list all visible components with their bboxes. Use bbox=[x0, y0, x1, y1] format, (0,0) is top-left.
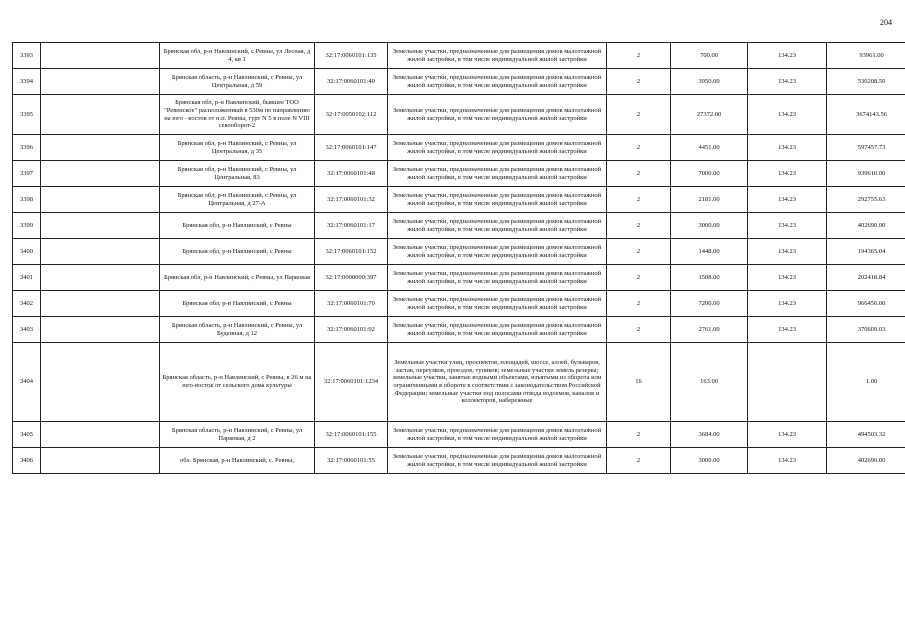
blank-cell bbox=[41, 317, 160, 343]
area-cell: 1448.00 bbox=[671, 239, 748, 265]
blank-cell bbox=[41, 69, 160, 95]
cadastral-number-cell: 32:17:0050102:112 bbox=[315, 95, 388, 135]
land-use-cell: Земельные участки, предназначенные для размещения домов малоэтажной жилой застройки, в том числе индивидуальной жилой застройки bbox=[388, 213, 607, 239]
address-cell: Брянская обл, р-н Навлинский, с Ревны bbox=[160, 239, 315, 265]
cadastral-value-cell: 530208.50 bbox=[827, 69, 905, 95]
row-number: 3395 bbox=[13, 95, 41, 135]
table-row bbox=[13, 343, 905, 422]
specific-value-cell: 134.23 bbox=[748, 265, 827, 291]
cadastral-number-cell: 32:17:0060101:32 bbox=[315, 187, 388, 213]
table-row bbox=[13, 161, 905, 187]
area-cell: 1508.00 bbox=[671, 265, 748, 291]
cadastral-number-cell: 32:17:0060101:1234 bbox=[315, 343, 388, 422]
land-use-cell: Земельные участки, предназначенные для размещения домов малоэтажной жилой застройки, в том числе индивидуальной жилой застройки bbox=[388, 317, 607, 343]
cadastral-value-cell: 3674143.56 bbox=[827, 95, 905, 135]
cadastral-value-cell: 194365.04 bbox=[827, 239, 905, 265]
area-cell: 3950.00 bbox=[671, 69, 748, 95]
cadastral-value-table bbox=[12, 42, 905, 474]
cadastral-value-cell: 494503.32 bbox=[827, 422, 905, 448]
address-cell: Брянская обл, р-н Навлинский, с Ревны bbox=[160, 291, 315, 317]
group-code-cell: 2 bbox=[607, 213, 671, 239]
cadastral-value-cell: 93961.00 bbox=[827, 43, 905, 69]
specific-value-cell: 134.23 bbox=[748, 317, 827, 343]
table-row bbox=[13, 448, 905, 474]
blank-cell bbox=[41, 448, 160, 474]
blank-cell bbox=[41, 95, 160, 135]
land-use-cell: Земельные участки, предназначенные для размещения домов малоэтажной жилой застройки, в том числе индивидуальной жилой застройки bbox=[388, 291, 607, 317]
area-cell: 700.00 bbox=[671, 43, 748, 69]
area-cell: 4451.00 bbox=[671, 135, 748, 161]
cadastral-value-cell: 202418.84 bbox=[827, 265, 905, 291]
area-cell: 7000.00 bbox=[671, 161, 748, 187]
land-use-cell: Земельные участки, предназначенные для размещения домов малоэтажной жилой застройки, в том числе индивидуальной жилой застройки bbox=[388, 161, 607, 187]
blank-cell bbox=[41, 187, 160, 213]
cadastral-number-cell: 32:17:0060101:48 bbox=[315, 161, 388, 187]
area-cell: 3000.00 bbox=[671, 213, 748, 239]
address-cell: Брянская обл, р-н Навлинский, бывшее ТОО "Ревенское" расположенный в 530м по направлению на юго - восток от н.п. Ревны, гурт N 5 в поле N VIII севооборот-2 bbox=[160, 95, 315, 135]
row-number: 3403 bbox=[13, 317, 41, 343]
land-use-cell: Земельные участки, предназначенные для размещения домов малоэтажной жилой застройки, в том числе индивидуальной жилой застройки bbox=[388, 43, 607, 69]
blank-cell bbox=[41, 422, 160, 448]
cadastral-number-cell: 32:17:0060101:70 bbox=[315, 291, 388, 317]
specific-value-cell bbox=[748, 343, 827, 422]
table-row bbox=[13, 422, 905, 448]
land-use-cell: Земельные участки улиц, проспектов, площадей, шоссе, аллей, бульваров, застав, переулков, проездов, тупиков; земельные участки земель резерва; земельные участки, занятые водными объектами, изъятыми из оборота или ограниченными в обороте в соответствии с законодательством Российской Федерации; земельные участки под полосами отвода водоемов, каналов и коллекторов, набережные bbox=[388, 343, 607, 422]
table-row bbox=[13, 317, 905, 343]
address-cell: Брянская область, р-н Навлинский, с Ревны, в 26 м на юго-восток от сельского дома культуры bbox=[160, 343, 315, 422]
cadastral-value-cell: 1.00 bbox=[827, 343, 905, 422]
specific-value-cell: 134.23 bbox=[748, 187, 827, 213]
row-number: 3398 bbox=[13, 187, 41, 213]
table-row bbox=[13, 291, 905, 317]
cadastral-number-cell: 32:17:0060101:135 bbox=[315, 43, 388, 69]
blank-cell bbox=[41, 239, 160, 265]
row-number: 3404 bbox=[13, 343, 41, 422]
group-code-cell: 2 bbox=[607, 135, 671, 161]
cadastral-value-cell: 597457.73 bbox=[827, 135, 905, 161]
group-code-cell: 2 bbox=[607, 317, 671, 343]
table-row bbox=[13, 69, 905, 95]
cadastral-number-cell: 32:17:0060101:92 bbox=[315, 317, 388, 343]
cadastral-number-cell: 32:17:0000000:397 bbox=[315, 265, 388, 291]
group-code-cell: 2 bbox=[607, 161, 671, 187]
blank-cell bbox=[41, 213, 160, 239]
area-cell: 3000.00 bbox=[671, 448, 748, 474]
table-row bbox=[13, 265, 905, 291]
land-use-cell: Земельные участки, предназначенные для размещения домов малоэтажной жилой застройки, в том числе индивидуальной жилой застройки bbox=[388, 187, 607, 213]
table-row bbox=[13, 239, 905, 265]
cadastral-number-cell: 32:17:0060101:147 bbox=[315, 135, 388, 161]
area-cell: 2181.00 bbox=[671, 187, 748, 213]
page-number: 204 bbox=[880, 18, 892, 27]
table-row bbox=[13, 135, 905, 161]
blank-cell bbox=[41, 161, 160, 187]
land-use-cell: Земельные участки, предназначенные для размещения домов малоэтажной жилой застройки, в том числе индивидуальной жилой застройки bbox=[388, 239, 607, 265]
area-cell: 2761.00 bbox=[671, 317, 748, 343]
cadastral-value-cell: 402690.00 bbox=[827, 448, 905, 474]
row-number: 3397 bbox=[13, 161, 41, 187]
land-use-cell: Земельные участки, предназначенные для размещения домов малоэтажной жилой застройки, в том числе индивидуальной жилой застройки bbox=[388, 448, 607, 474]
blank-cell bbox=[41, 343, 160, 422]
blank-cell bbox=[41, 43, 160, 69]
row-number: 3401 bbox=[13, 265, 41, 291]
blank-cell bbox=[41, 291, 160, 317]
group-code-cell: 2 bbox=[607, 69, 671, 95]
land-use-cell: Земельные участки, предназначенные для размещения домов малоэтажной жилой застройки, в том числе индивидуальной жилой застройки bbox=[388, 135, 607, 161]
cadastral-number-cell: 32:17:0060101:55 bbox=[315, 448, 388, 474]
table-row bbox=[13, 95, 905, 135]
group-code-cell: 2 bbox=[607, 265, 671, 291]
specific-value-cell: 134.23 bbox=[748, 448, 827, 474]
table-row bbox=[13, 187, 905, 213]
address-cell: Брянская область, р-н Навлинский, с Ревны, ул Центральная, д 59 bbox=[160, 69, 315, 95]
specific-value-cell: 134.23 bbox=[748, 69, 827, 95]
row-number: 3406 bbox=[13, 448, 41, 474]
group-code-cell: 2 bbox=[607, 43, 671, 69]
group-code-cell: 2 bbox=[607, 187, 671, 213]
address-cell: обл. Брянская, р-н Навлинский, с. Ревны, bbox=[160, 448, 315, 474]
group-code-cell: 2 bbox=[607, 95, 671, 135]
row-number: 3400 bbox=[13, 239, 41, 265]
specific-value-cell: 134.23 bbox=[748, 95, 827, 135]
group-code-cell: 2 bbox=[607, 448, 671, 474]
land-use-cell: Земельные участки, предназначенные для размещения домов малоэтажной жилой застройки, в том числе индивидуальной жилой застройки bbox=[388, 95, 607, 135]
area-cell: 7200.00 bbox=[671, 291, 748, 317]
area-cell: 163.00 bbox=[671, 343, 748, 422]
cadastral-value-cell: 966456.00 bbox=[827, 291, 905, 317]
row-number: 3394 bbox=[13, 69, 41, 95]
group-code-cell: 16 bbox=[607, 343, 671, 422]
address-cell: Брянская обл, р-н Навлинский, с Ревны, ул Парковая bbox=[160, 265, 315, 291]
cadastral-number-cell: 32:17:0060101:17 bbox=[315, 213, 388, 239]
cadastral-number-cell: 32:17:0060101:155 bbox=[315, 422, 388, 448]
specific-value-cell: 134.23 bbox=[748, 213, 827, 239]
cadastral-number-cell: 32:17:0060101:152 bbox=[315, 239, 388, 265]
address-cell: Брянская обл, р-н Навлинский, с Ревны, ул Лесная, д 4, кв 1 bbox=[160, 43, 315, 69]
row-number: 3402 bbox=[13, 291, 41, 317]
specific-value-cell: 134.23 bbox=[748, 239, 827, 265]
area-cell: 27372.00 bbox=[671, 95, 748, 135]
row-number: 3393 bbox=[13, 43, 41, 69]
specific-value-cell: 134.23 bbox=[748, 135, 827, 161]
address-cell: Брянская область, р-н Навлинский, с Ревны, ул Парковая, д 2 bbox=[160, 422, 315, 448]
address-cell: Брянская область, р-н Навлинский, с Ревны, ул Буденная, д 12 bbox=[160, 317, 315, 343]
blank-cell bbox=[41, 265, 160, 291]
address-cell: Брянская обл, р-н Навлинский, с Ревны, ул Центральная, 83 bbox=[160, 161, 315, 187]
row-number: 3405 bbox=[13, 422, 41, 448]
address-cell: Брянская обл, р-н Навлинский, с Ревны, ул Центральная, д 35 bbox=[160, 135, 315, 161]
cadastral-number-cell: 32:17:0060101:40 bbox=[315, 69, 388, 95]
address-cell: Брянская обл, р-н Навлинский, с Ревны bbox=[160, 213, 315, 239]
cadastral-value-cell: 292755.63 bbox=[827, 187, 905, 213]
address-cell: Брянская обл, р-н Навлинский, с Ревны, ул Центральная, д 27-А bbox=[160, 187, 315, 213]
specific-value-cell: 134.23 bbox=[748, 161, 827, 187]
area-cell: 3684.00 bbox=[671, 422, 748, 448]
table-row bbox=[13, 213, 905, 239]
specific-value-cell: 134.23 bbox=[748, 291, 827, 317]
row-number: 3396 bbox=[13, 135, 41, 161]
table-row bbox=[13, 43, 905, 69]
group-code-cell: 2 bbox=[607, 291, 671, 317]
specific-value-cell: 134.23 bbox=[748, 422, 827, 448]
group-code-cell: 2 bbox=[607, 239, 671, 265]
specific-value-cell: 134.23 bbox=[748, 43, 827, 69]
cadastral-value-cell: 939610.00 bbox=[827, 161, 905, 187]
row-number: 3399 bbox=[13, 213, 41, 239]
land-use-cell: Земельные участки, предназначенные для размещения домов малоэтажной жилой застройки, в том числе индивидуальной жилой застройки bbox=[388, 422, 607, 448]
group-code-cell: 2 bbox=[607, 422, 671, 448]
land-use-cell: Земельные участки, предназначенные для размещения домов малоэтажной жилой застройки, в том числе индивидуальной жилой застройки bbox=[388, 265, 607, 291]
cadastral-value-cell: 402690.00 bbox=[827, 213, 905, 239]
cadastral-value-cell: 370609.03 bbox=[827, 317, 905, 343]
blank-cell bbox=[41, 135, 160, 161]
land-use-cell: Земельные участки, предназначенные для размещения домов малоэтажной жилой застройки, в том числе индивидуальной жилой застройки bbox=[388, 69, 607, 95]
